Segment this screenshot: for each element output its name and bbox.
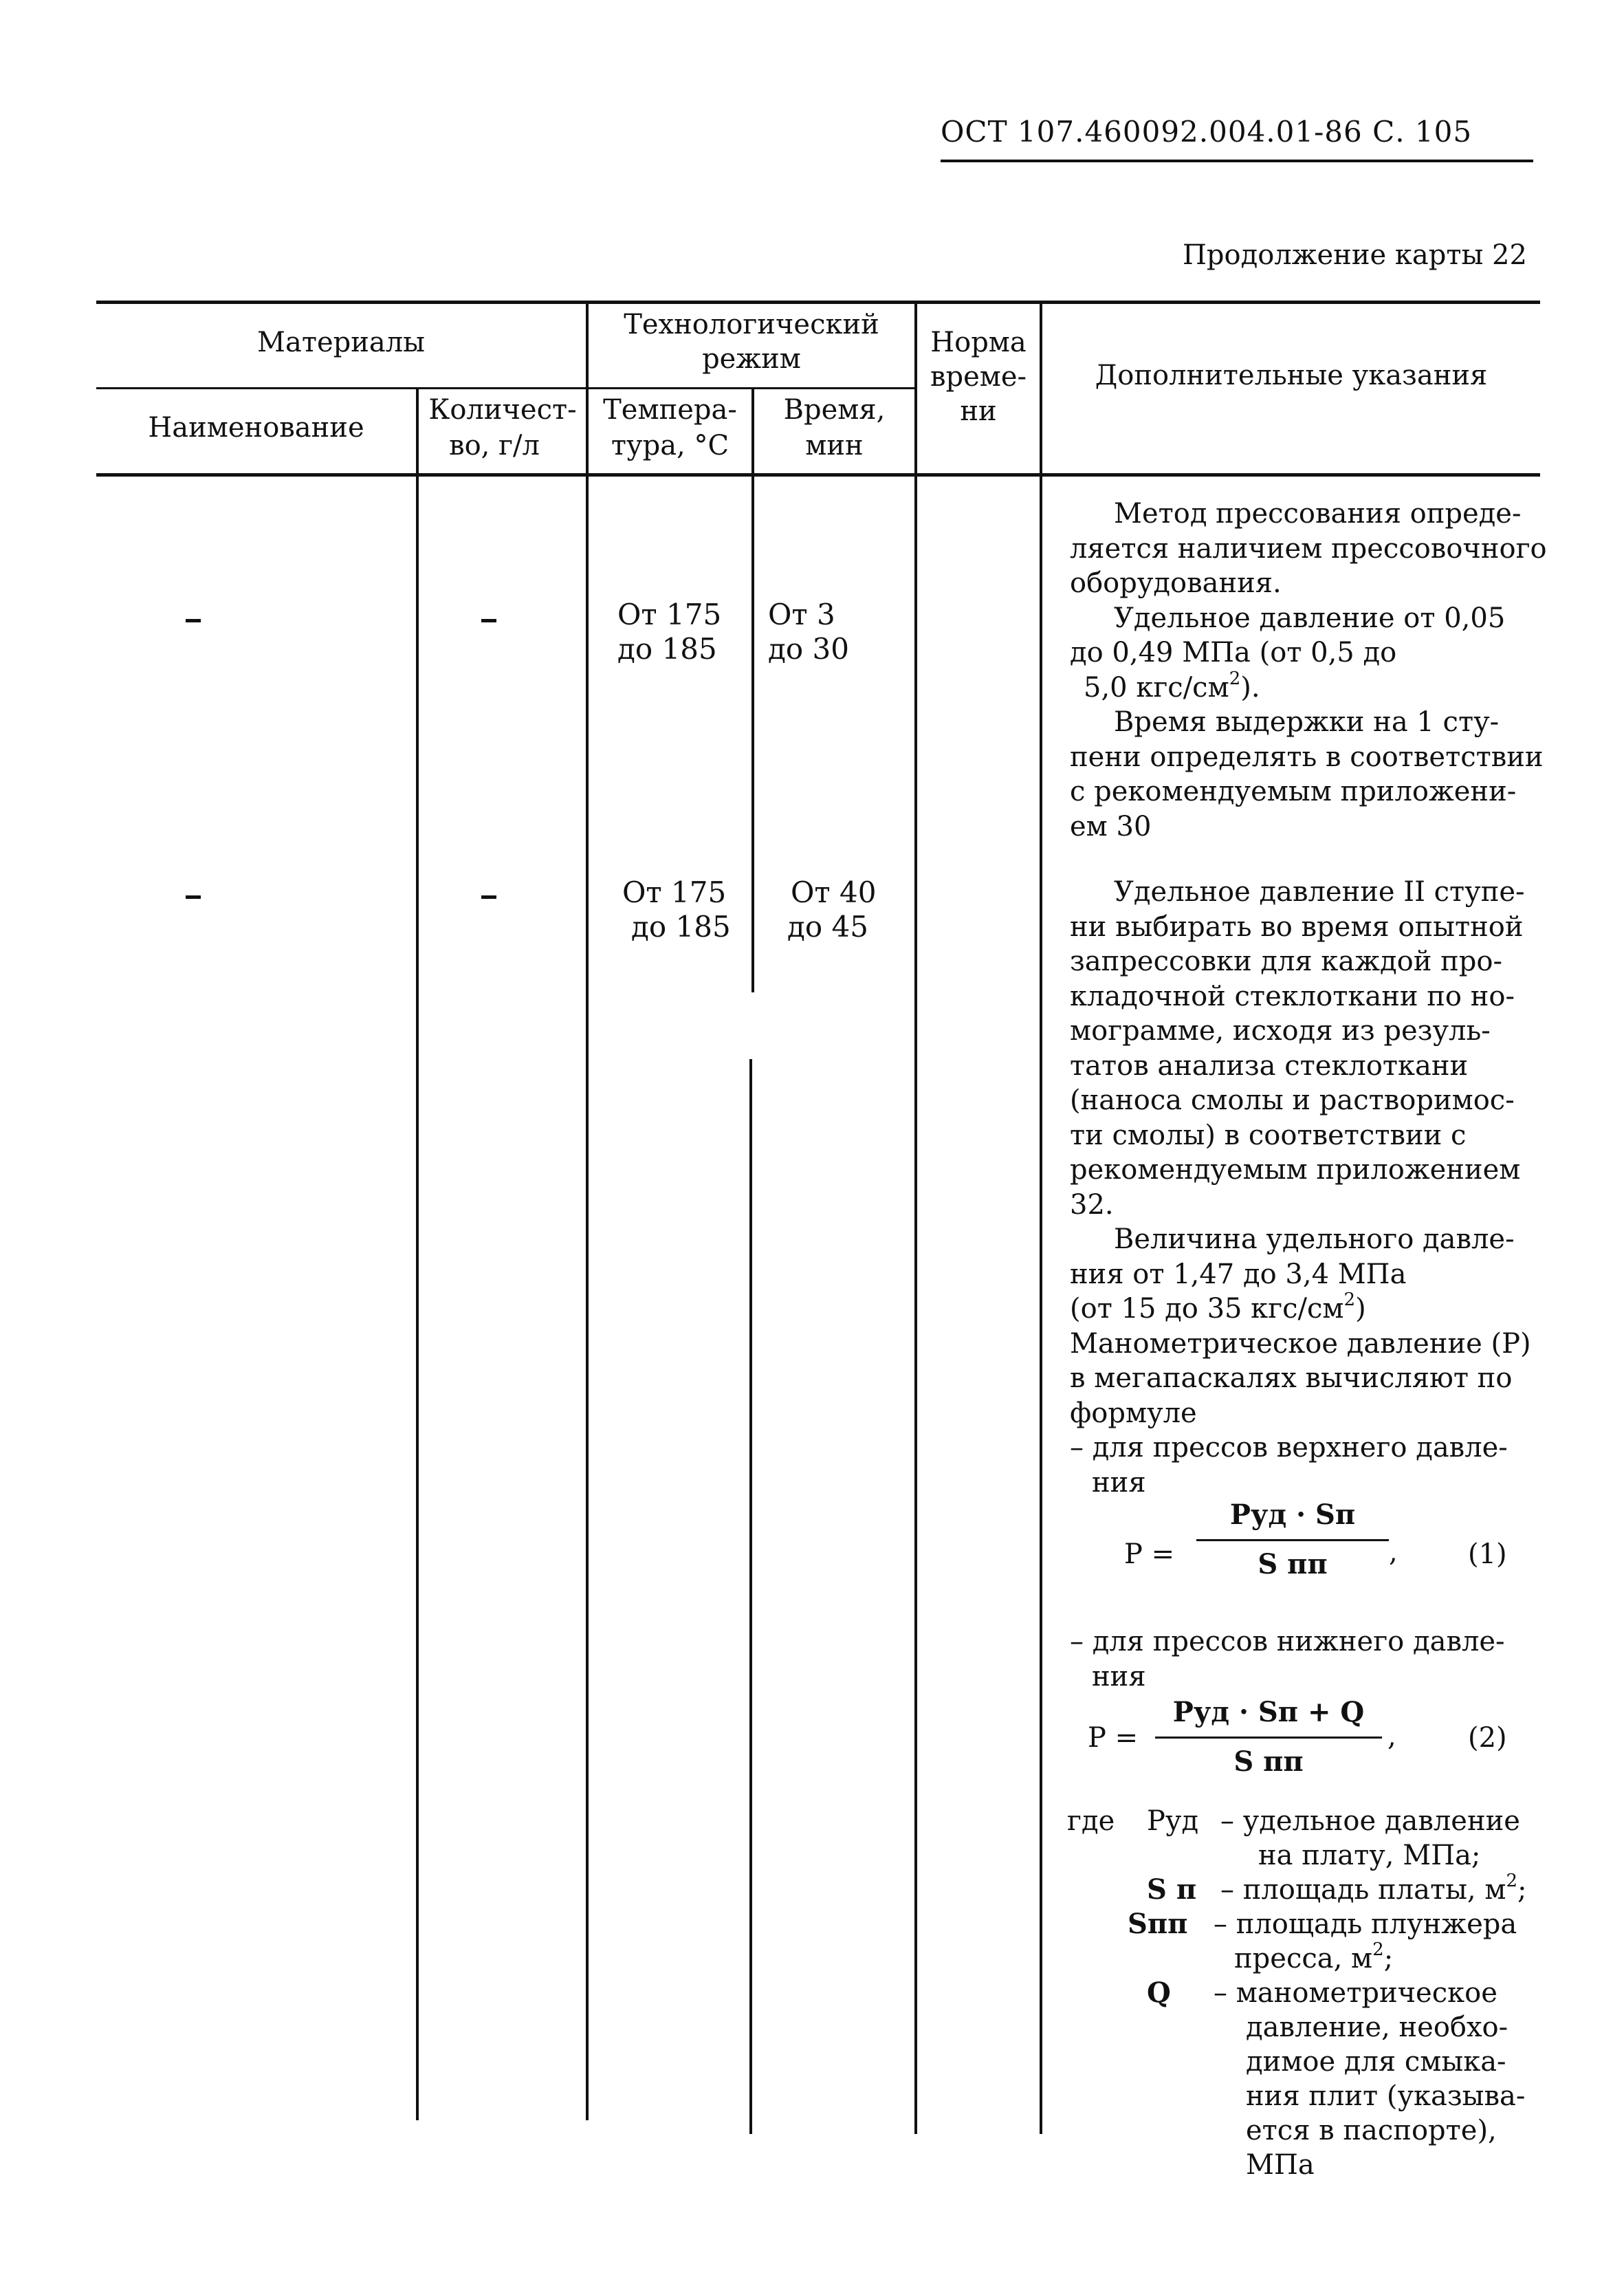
legend-desc-rud-1: – удельное давление [1220,1805,1520,1837]
row1-temp-from: От 175 [617,598,722,631]
note-line: ти смолы) в соответствии с [1070,1119,1467,1151]
legend-desc-sp [1220,1872,1526,1908]
note-close: ) [1355,1293,1366,1325]
note-line: Метод прессования опреде- [1114,498,1522,530]
note-line: ния [1092,1466,1146,1499]
table-top-border [96,301,1540,304]
legend-desc-sp-end: ; [1517,1874,1527,1906]
formula2-lhs: Р = [1088,1722,1139,1754]
superscript: 2 [1506,1871,1517,1891]
row2-time-to: до 45 [787,910,868,944]
note-line: – для прессов нижнего давле- [1070,1626,1505,1657]
row1-time-from: От 3 [768,598,835,631]
col-divider-3b [749,1059,752,2134]
legend-desc-sp-text: – площадь платы, м [1220,1874,1506,1906]
legend-desc-q-2: давление, необхо- [1246,2012,1508,2043]
note-line: в мегапаскалях вычисляют по [1070,1362,1513,1394]
header-temperature-1: Темпера- [603,394,737,426]
formula2-tail: , [1387,1721,1396,1752]
formula1-lhs: Р = [1124,1538,1175,1570]
note-line: оборудования. [1070,567,1282,599]
note-line: запрессовки для каждой про- [1070,946,1502,977]
col-divider-4 [914,301,917,2134]
formula1-number: (1) [1468,1538,1507,1570]
header-time-2: мин [805,430,864,461]
note-line: ния от 1,47 до 3,4 МПа [1070,1258,1407,1290]
note-line: ляется наличием прессовочного [1070,532,1547,565]
formula1-denominator: S пп [1258,1548,1328,1580]
formula2-denominator: S пп [1233,1745,1304,1778]
note-line: пени определять в соответствии [1070,741,1544,773]
legend-desc-rud-2: на плату, МПа; [1258,1840,1481,1871]
continuation-label: Продолжение карты 22 [1183,239,1527,271]
note-text: (от 15 до 35 кгс/см [1070,1293,1344,1325]
materials-underline [96,387,587,389]
row1-time-to: до 30 [768,632,849,666]
notes-block-2-cont [1070,1624,1544,1694]
legend-sym-rud: Руд [1147,1805,1199,1837]
legend-desc-spp-end: ; [1383,1943,1394,1974]
header-quantity-2: во, г/л [449,430,540,461]
formula2-fraction-bar [1155,1737,1382,1739]
row2-time-from: От 40 [791,875,877,909]
legend-sym-q: Q [1147,1977,1171,2009]
superscript: 2 [1372,1939,1384,1960]
legend-desc-q-5: ется в паспорте), [1246,2115,1497,2146]
legend-sym-spp: Sпп [1128,1908,1188,1940]
row2-name-dash [186,895,201,899]
formula1-fraction-bar [1196,1539,1389,1541]
legend-desc-q-1: – манометрическое [1214,1977,1497,2009]
note-line: ни выбирать во время опытной [1070,911,1524,943]
note-line: Время выдержки на 1 сту- [1114,706,1500,738]
header-name: Наименование [148,412,364,444]
row1-name-dash [186,619,201,622]
header-notes: Дополнительные указания [1095,360,1488,391]
legend-desc-q-3: димое для смыка- [1246,2046,1506,2078]
header-temperature-2: тура, °С [611,430,729,461]
note-line: Манометрическое давление (Р) [1070,1327,1531,1360]
note-line: рекомендуемым приложением [1070,1154,1521,1186]
legend-desc-spp-text: пресса, м [1234,1943,1373,1974]
col-divider-5 [1040,301,1042,2134]
superscript: 2 [1229,668,1241,689]
note-line [1070,668,1544,706]
note-line: – для прессов верхнего давле- [1070,1432,1508,1463]
legend-desc-spp-1: – площадь плунжера [1214,1908,1517,1940]
col-divider-1 [416,387,419,2120]
note-line: Удельное давление от 0,05 [1114,602,1506,634]
header-norm-time-2: време- [930,361,1027,393]
legend-where: где [1067,1805,1115,1837]
formula2-number: (2) [1468,1722,1507,1754]
note-close: ). [1240,671,1260,704]
note-line: кладочной стеклоткани по но- [1070,980,1515,1012]
note-line: формуле [1070,1397,1197,1429]
formula2-numerator: Руд · Sп + Q [1172,1696,1365,1728]
note-line: с рекомендуемым приложени- [1070,776,1517,807]
note-line: до 0,49 МПа (от 0,5 до [1070,637,1397,668]
header-norm-time-1: Норма [930,327,1027,358]
note-line: ния [1092,1660,1146,1692]
notes-block-2 [1070,875,1544,1500]
legend-desc-q-4: ния плит (указыва- [1246,2080,1526,2112]
note-line [1070,1289,1544,1327]
note-text: 5,0 кгс/см [1084,671,1229,704]
note-line: татов анализа стеклоткани [1070,1049,1469,1082]
header-techmode-2: режим [702,343,801,375]
row1-temp-to: до 185 [617,632,717,666]
header-quantity-1: Количест- [428,394,577,426]
legend-desc-spp-2 [1234,1941,1393,1977]
note-line: Удельное давление II ступе- [1114,876,1525,908]
note-line: 32. [1070,1188,1114,1221]
note-line: Величина удельного давле- [1114,1223,1515,1255]
note-line: (наноса смолы и растворимос- [1070,1085,1515,1116]
col-divider-2 [586,301,589,2120]
header-norm-time-3: ни [960,395,997,427]
note-line: мограмме, исходя из резуль- [1070,1015,1491,1047]
superscript: 2 [1343,1289,1356,1310]
doc-reference: ОСТ 107.460092.004.01-86 С. 105 [941,115,1473,149]
header-materials: Материалы [257,327,425,358]
col-divider-3a [751,387,754,992]
legend-sym-sp: S п [1147,1873,1197,1906]
row2-quantity-dash [481,895,496,899]
row2-temp-to: до 185 [631,910,731,944]
note-line: ем 30 [1070,810,1152,842]
header-underline [941,160,1533,162]
row1-quantity-dash [481,619,496,622]
notes-block-1 [1070,497,1547,844]
formula1-numerator: Руд · Sп [1229,1499,1356,1531]
table-header-bottom [96,473,1540,477]
row2-temp-from: От 175 [622,875,727,909]
legend-desc-q-6: МПа [1246,2149,1315,2181]
header-time-1: Время, [783,394,886,426]
formula1-tail: , [1389,1536,1398,1568]
header-techmode-1: Технологический [624,309,879,340]
